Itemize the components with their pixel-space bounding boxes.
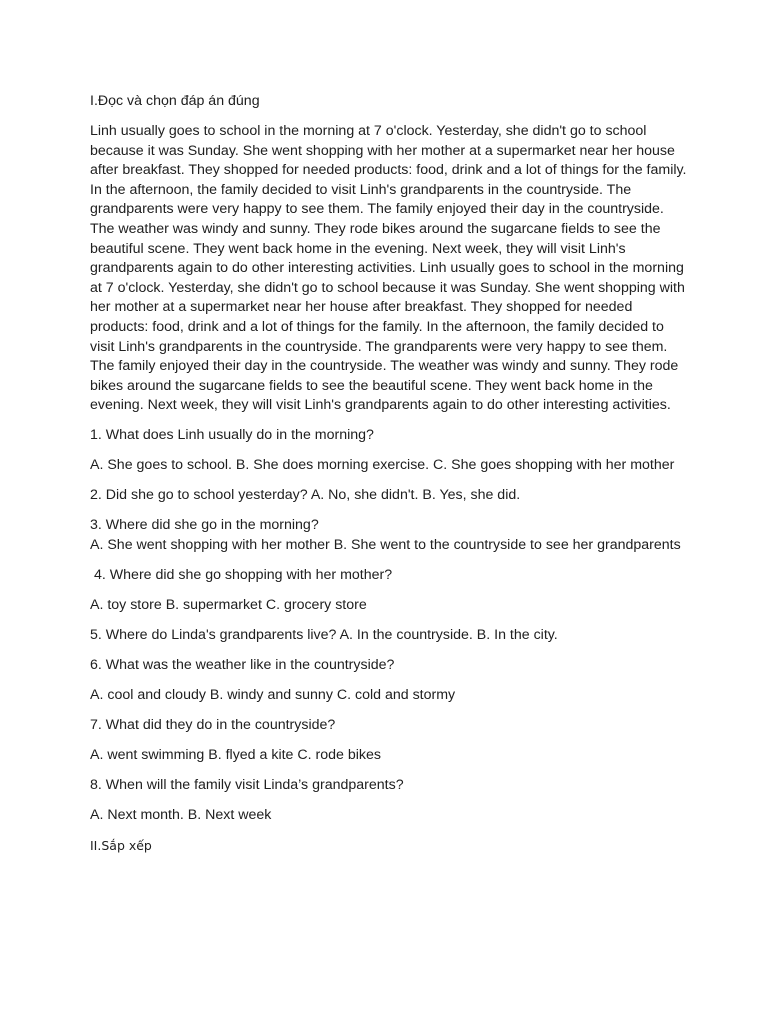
question-6-options: A. cool and cloudy B. windy and sunny C. cold and stormy bbox=[90, 686, 456, 703]
question-1-options: A. She goes to school. B. She does morning exercise. C. She goes shopping with her mother bbox=[90, 457, 675, 474]
question-1: 1. What does Linh usually do in the morning? bbox=[90, 427, 374, 444]
question-4-options: A. toy store B. supermarket C. grocery store bbox=[90, 596, 367, 613]
section-1-title: I.Đọc và chọn đáp án đúng bbox=[90, 93, 260, 109]
reading-passage: Linh usually goes to school in the morning at 7 o'clock. Yesterday, she didn't go to school because it was Sunday. She went shopping with her mother at a supermarket near her house after breakfast. They shopped for needed products: food, drink and a lot of things for the family. In the afternoon, the family decided to visit Linh's grandparents in the countryside. The grandparents were very happy to see them. The family enjoyed their day in the countryside. The weather was windy and sunny. They rode bikes around the sugarcane fields to see the beautiful scene. They went back home in the evening. Next week, they will visit Linh's grandparents again to do other interesting activities. Linh usually goes to school in the morning at 7 o'clock. Yesterday, she didn't go to school because it was Sunday. She went shopping with her mother at a supermarket near her house after breakfast. They shopped for needed products: food, drink and a lot of things for the family. In the afternoon, the family decided to visit Linh's grandparents in the countryside. The grandparents were very happy to see them. The family enjoyed their day in the countryside. The weather was windy and sunny. They rode bikes around the sugarcane fields to see the beautiful scene. They went back home in the evening. Next week, they will visit Linh's grandparents again to do other interesting activities. bbox=[90, 122, 687, 414]
question-8-options: A. Next month. B. Next week bbox=[90, 806, 272, 823]
question-3: 3. Where did she go in the morning? bbox=[90, 517, 319, 534]
question-4: 4. Where did she go shopping with her mother? bbox=[94, 566, 393, 583]
document-page bbox=[90, 92, 690, 866]
question-5: 5. Where do Linda's grandparents live? A. In the countryside. B. In the city. bbox=[90, 626, 558, 643]
question-3-options: A. She went shopping with her mother B. She went to the countryside to see her grandparents bbox=[90, 536, 681, 553]
question-7-options: A. went swimming B. flyed a kite C. rode bikes bbox=[90, 746, 381, 763]
question-3-block bbox=[90, 516, 690, 555]
question-7: 7. What did they do in the countryside? bbox=[90, 716, 336, 733]
question-8: 8. When will the family visit Linda’s grandparents? bbox=[90, 776, 404, 793]
question-2: 2. Did she go to school yesterday? A. No, she didn't. B. Yes, she did. bbox=[90, 487, 521, 504]
section-2-title: II.Sắp xếp bbox=[90, 837, 152, 853]
question-6: 6. What was the weather like in the countryside? bbox=[90, 656, 395, 673]
